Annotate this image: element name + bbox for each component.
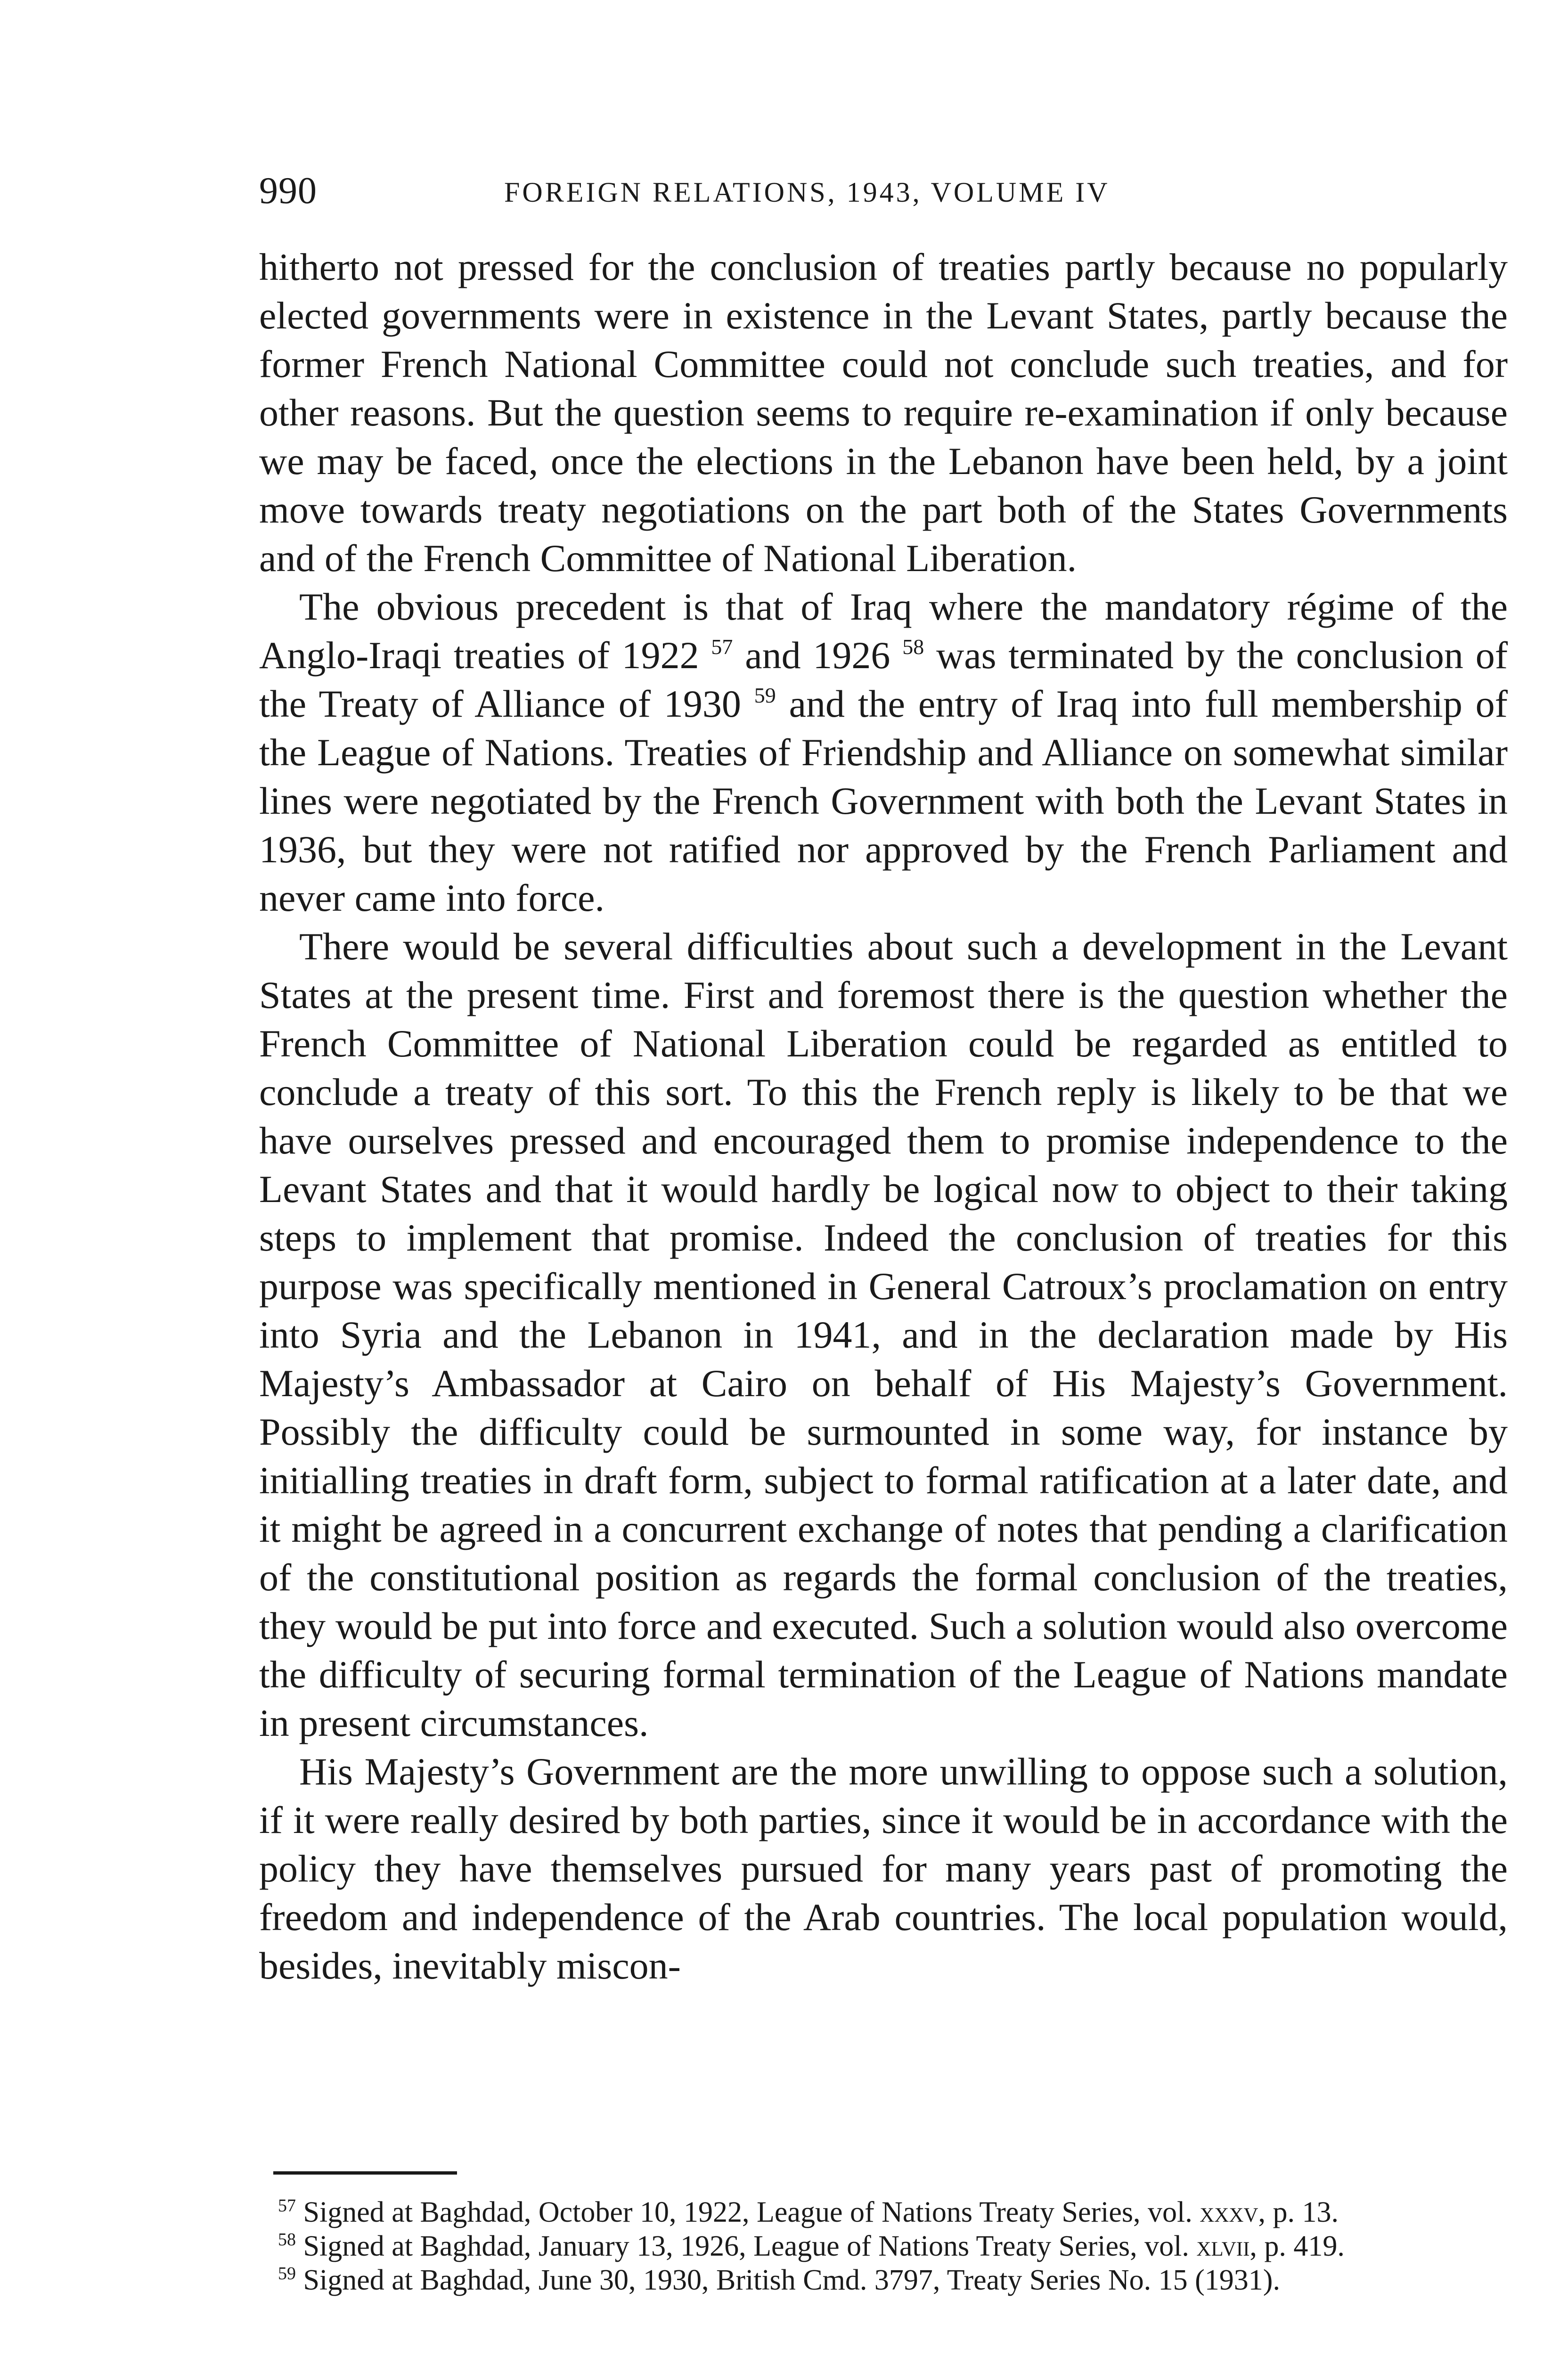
body-text [259, 243, 1508, 1990]
paragraph-1: hitherto not pressed for the conclusion of treaties partly because no popularly elected governments were in existence in the Levant States, partly because the former French National Committee could not conclude such treaties, and for other reasons. But the question seems to require re-examination if only because we may be faced, once the elections in the Lebanon have been held, by a joint move towards treaty negotiations on the part both of the States Governments and of the French Committee of National Liberation. [259, 245, 1508, 580]
footnote-mark: 59 [278, 2264, 296, 2283]
footnote-58 [259, 2230, 1508, 2263]
footnote-ref-59[interactable]: 59 [754, 683, 776, 707]
paragraph-2-text-b: and 1926 [745, 634, 890, 677]
footnote-volume: xxxv [1200, 2196, 1258, 2228]
footnote-mark: 58 [278, 2230, 296, 2250]
footnotes [259, 2196, 1508, 2298]
footnote-page: , p. 419. [1250, 2230, 1345, 2262]
footnote-text: Signed at Baghdad, June 30, 1930, British Cmd. 3797, Treaty Series No. 15 (1931). [303, 2264, 1280, 2296]
footnote-text: Signed at Baghdad, January 13, 1926, League of Nations Treaty Series, vol. [303, 2230, 1189, 2262]
footnote-separator [273, 2171, 457, 2175]
paragraph-3: There would be several difficulties about such a development in the Levant States at the present time. First and foremost there is the question whether the French Committee of National Liberation could be regarded as entitled to conclude a treaty of this sort. To this the French reply is likely to be that we have ourselves pressed and encouraged them to promise independence to the Levant States and that it would hardly be logical now to object to their taking steps to implement that promise. Indeed the conclusion of treaties for this purpose was specifically mentioned in General Catroux’s proclamation on entry into Syria and the Lebanon in 1941, and in the declaration made by His Majesty’s Ambassador at Cairo on behalf of His Majesty’s Government. Possibly the difficulty could be surmounted in some way, for instance by initialling treaties in draft form, subject to formal ratification at a later date, and it might be agreed in a concurrent exchange of notes that pending a clarification of the constitutional position as regards the formal conclusion of the treaties, they would be put into force and executed. Such a solution would also overcome the difficulty of securing formal termination of the League of Nations mandate in present circumstances. [259, 925, 1508, 1744]
paragraph-4: His Majesty’s Government are the more unwilling to oppose such a solution, if it were really desired by both parties, since it would be in accordance with the policy they have themselves pursued for many years past of promoting the freedom and independence of the Arab countries. The local population would, besides, inevitably miscon- [259, 1750, 1508, 1987]
footnote-text: Signed at Baghdad, October 10, 1922, League of Nations Treaty Series, vol. [303, 2196, 1192, 2228]
running-title: FOREIGN RELATIONS, 1943, VOLUME IV [504, 177, 1110, 208]
footnote-ref-58[interactable]: 58 [902, 635, 924, 659]
footnote-mark: 57 [278, 2196, 296, 2216]
paragraph-2-text-a: The obvious precedent is that of Iraq where the mandatory régime of the Anglo-Iraqi treaties of 1922 [259, 585, 1508, 677]
paragraph-2 [259, 582, 1508, 922]
footnote-volume: xlvii [1196, 2230, 1250, 2262]
page-header [259, 170, 1319, 212]
page-number: 990 [259, 170, 317, 212]
paragraph-2-text-d: and the entry of Iraq into full membership of the League of Nations. Treaties of Friendship and Alliance on somewhat similar lines were negotiated by the French Government with both the Levant States in 1936, but they were not ratified nor approved by the French Parliament and never came into force. [259, 682, 1508, 919]
footnote-ref-57[interactable]: 57 [711, 635, 733, 659]
footnote-57 [259, 2196, 1508, 2229]
footnote-page: , p. 13. [1258, 2196, 1339, 2228]
paragraph-2-text-c: was terminated by the conclusion of the Treaty of Alliance of 1930 [259, 634, 1508, 725]
footnote-59 [259, 2264, 1508, 2297]
